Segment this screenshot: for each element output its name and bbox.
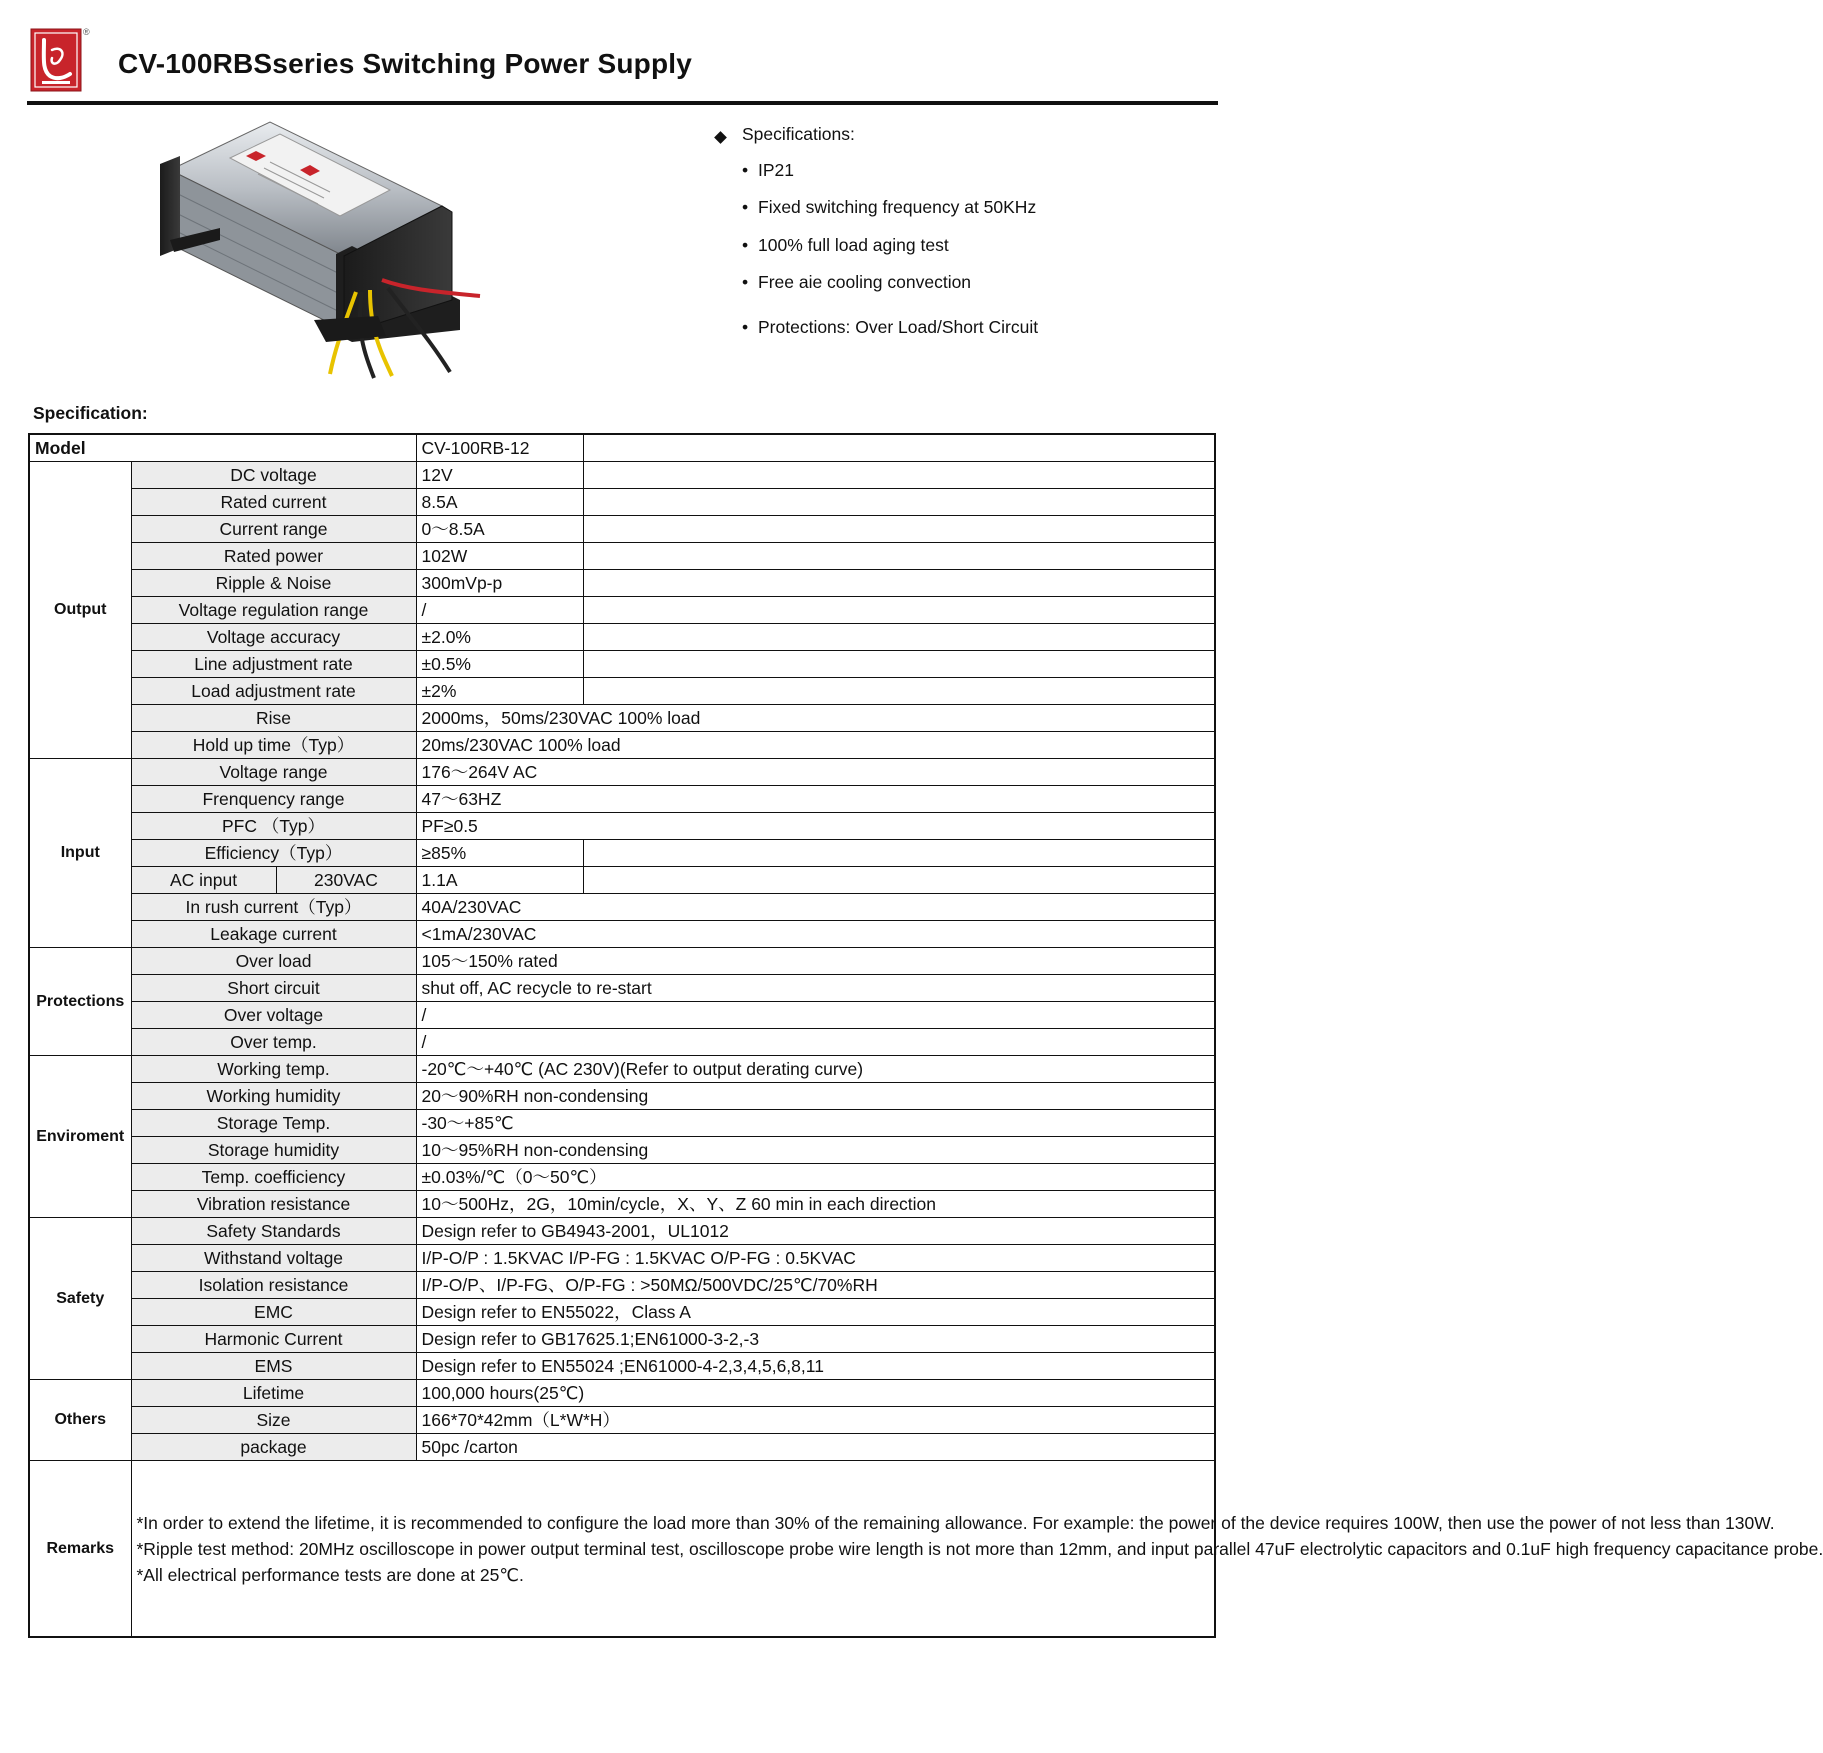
category-others: Others xyxy=(29,1380,131,1461)
remark-line: *All electrical performance tests are done at 25℃. xyxy=(136,1564,524,1585)
table-row: Rated current 8.5A xyxy=(29,489,1215,516)
table-row: PFC （Typ） PF≥0.5 xyxy=(29,813,1215,840)
table-row: EMC Design refer to EN55022，Class A xyxy=(29,1299,1215,1326)
table-row: EMS Design refer to EN55024 ;EN61000-4-2,3,4,5,6,8,11 xyxy=(29,1353,1215,1380)
table-row: Withstand voltage I/P-O/P : 1.5KVAC I/P-FG : 1.5KVAC O/P-FG : 0.5KVAC xyxy=(29,1245,1215,1272)
table-row: Frenquency range 47～63HZ xyxy=(29,786,1215,813)
header-divider xyxy=(27,101,1218,105)
table-row: Harmonic Current Design refer to GB17625.1;EN61000-3-2,-3 xyxy=(29,1326,1215,1353)
feature-item: • IP21 xyxy=(742,160,794,180)
remark-line: *In order to extend the lifetime, it is recommended to configure the load more than 30% of the remaining allowance. For example: the power of the device requires 100W, then use the power of not less than 130W. xyxy=(136,1512,1775,1533)
category-output: Output xyxy=(29,462,131,759)
feature-item: • Free aie cooling convection xyxy=(742,272,972,292)
table-row: Current range 0～8.5A xyxy=(29,516,1215,543)
table-row: Enviroment Working temp. -20℃～+40℃ (AC 230V)(Refer to output derating curve) xyxy=(29,1056,1215,1083)
diamond-bullet-icon xyxy=(714,131,727,144)
table-row: Rise 2000ms，50ms/230VAC 100% load xyxy=(29,705,1215,732)
table-row: Storage Temp. -30～+85℃ xyxy=(29,1110,1215,1137)
remarks-row xyxy=(29,1461,1215,1638)
table-row: Size 166*70*42mm（L*W*H） xyxy=(29,1407,1215,1434)
table-row: package 50pc /carton xyxy=(29,1434,1215,1461)
category-safety: Safety xyxy=(29,1218,131,1380)
table-row: Storage humidity 10～95%RH non-condensing xyxy=(29,1137,1215,1164)
model-row xyxy=(29,434,1215,462)
page-title: CV-100RBSseries Switching Power Supply xyxy=(118,48,692,79)
table-row: Rated power 102W xyxy=(29,543,1215,570)
category-environment: Enviroment xyxy=(29,1056,131,1218)
table-row: Short circuit shut off, AC recycle to re-start xyxy=(29,975,1215,1002)
table-row: AC input 230VAC 1.1A xyxy=(29,867,1215,894)
registered-mark: ® xyxy=(83,27,90,37)
table-row: Efficiency（Typ） ≥85% xyxy=(29,840,1215,867)
table-row: Output DC voltage 12V xyxy=(29,462,1215,489)
table-row: Others Lifetime 100,000 hours(25℃) xyxy=(29,1380,1215,1407)
model-label: Model xyxy=(29,434,416,462)
category-input: Input xyxy=(29,759,131,948)
feature-item: • Protections: Over Load/Short Circuit xyxy=(742,317,1039,337)
model-value: CV-100RB-12 xyxy=(416,434,583,462)
table-row: Over temp. / xyxy=(29,1029,1215,1056)
table-row: Line adjustment rate ±0.5% xyxy=(29,651,1215,678)
category-remarks: Remarks xyxy=(29,1461,131,1638)
table-row: Leakage current <1mA/230VAC xyxy=(29,921,1215,948)
table-row: Over voltage / xyxy=(29,1002,1215,1029)
table-row: Safety Safety Standards Design refer to GB4943-2001，UL1012 xyxy=(29,1218,1215,1245)
table-row: Protections Over load 105～150% rated xyxy=(29,948,1215,975)
table-row: Input Voltage range 176～264V AC xyxy=(29,759,1215,786)
brand-logo xyxy=(30,28,82,92)
product-image xyxy=(160,120,500,380)
table-row: Isolation resistance I/P-O/P、I/P-FG、O/P-FG : >50MΩ/500VDC/25℃/70%RH xyxy=(29,1272,1215,1299)
table-row: Hold up time（Typ） 20ms/230VAC 100% load xyxy=(29,732,1215,759)
table-row: Ripple & Noise 300mVp-p xyxy=(29,570,1215,597)
table-row: In rush current（Typ） 40A/230VAC xyxy=(29,894,1215,921)
feature-item: • 100% full load aging test xyxy=(742,235,949,255)
table-row: Working humidity 20～90%RH non-condensing xyxy=(29,1083,1215,1110)
feature-item: • Fixed switching frequency at 50KHz xyxy=(742,197,1037,217)
table-row: Voltage regulation range / xyxy=(29,597,1215,624)
table-row: Voltage accuracy ±2.0% xyxy=(29,624,1215,651)
table-row: Temp. coefficiency ±0.03%/℃（0～50℃） xyxy=(29,1164,1215,1191)
table-row: Vibration resistance 10～500Hz，2G，10min/cycle，X、Y、Z 60 min in each direction xyxy=(29,1191,1215,1218)
table-row: Load adjustment rate ±2% xyxy=(29,678,1215,705)
spec-section-label: Specification: xyxy=(33,403,148,423)
category-protections: Protections xyxy=(29,948,131,1056)
remarks-text xyxy=(131,1461,1823,1638)
spec-table xyxy=(28,433,1823,1638)
remark-line: *Ripple test method: 20MHz oscilloscope in power output terminal test, oscilloscope probe wire length is not more than 12mm, and input parallel 47uF electrolytic capacitors and 0.1uF high frequency capacitance probe. xyxy=(136,1538,1823,1559)
